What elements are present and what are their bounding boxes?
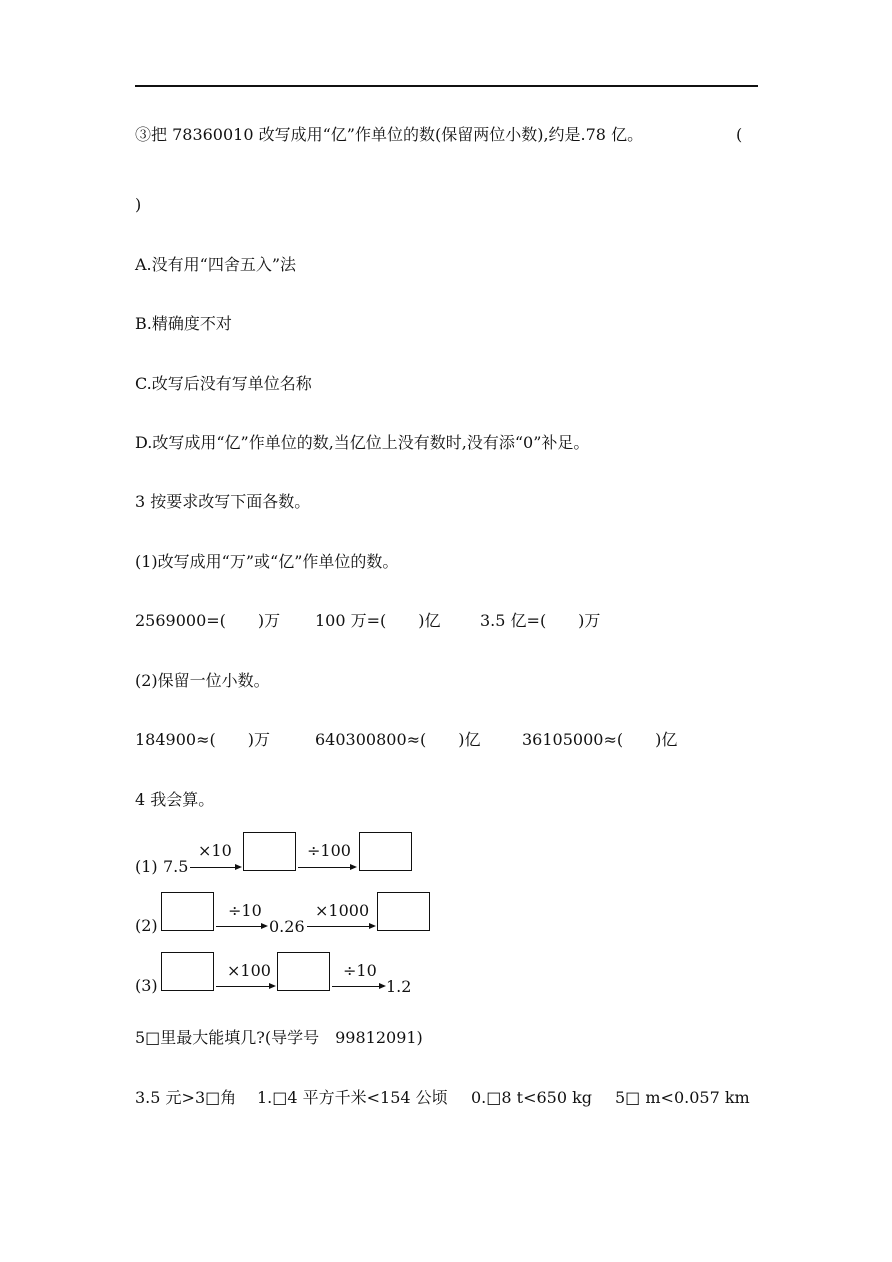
part2-item-1: 184900≈( )万 [135, 730, 270, 749]
row1-label: (1) [135, 857, 158, 876]
row1-arrow-2 [298, 867, 355, 868]
answer-paren-open: ( [736, 125, 743, 144]
row3-op1: ×100 [227, 961, 271, 980]
row2-op2: ×1000 [315, 901, 370, 920]
question4-title: 4 我会算。 [135, 790, 215, 809]
row3-arrow-1 [216, 986, 274, 987]
row3-answer-box-2[interactable] [277, 952, 330, 991]
question3-part1-title: (1)改写成用“万”或“亿”作单位的数。 [135, 552, 399, 571]
row3-label: (3) [135, 976, 158, 995]
row3-arrow-2 [332, 986, 384, 987]
row3-answer-box-1[interactable] [161, 952, 214, 991]
row1-op2: ÷100 [307, 841, 351, 860]
row1-answer-box-1[interactable] [243, 832, 296, 871]
option-a: A.没有用“四舍五入”法 [135, 255, 297, 274]
q5-item-2: 1.□4 平方千米<154 公顷 [257, 1088, 448, 1107]
part1-item-3: 3.5 亿=( )万 [480, 611, 601, 630]
row3-end-value: 1.2 [386, 977, 412, 996]
row3-op2: ÷10 [343, 961, 377, 980]
part1-item-2: 100 万=( )亿 [315, 611, 441, 630]
option-d: D.改写成用“亿”作单位的数,当亿位上没有数时,没有添“0”补足。 [135, 433, 590, 452]
option-c: C.改写后没有写单位名称 [135, 374, 312, 393]
question3-title: 3 按要求改写下面各数。 [135, 492, 311, 511]
row1-start-value: 7.5 [163, 857, 189, 876]
row1-arrow-1 [190, 867, 240, 868]
row1-op1: ×10 [198, 841, 232, 860]
row2-mid-value: 0.26 [269, 917, 305, 936]
header-rule [135, 85, 758, 87]
part2-item-2: 640300800≈( )亿 [315, 730, 481, 749]
question5-title: 5□里最大能填几?(导学号 99812091) [135, 1028, 423, 1047]
row2-arrow-1 [216, 926, 266, 927]
row2-answer-box-1[interactable] [161, 892, 214, 931]
q3-statement: ③把 78360010 改写成用“亿”作单位的数(保留两位小数),约是.78 亿。 [135, 125, 644, 144]
question3-part2-title: (2)保留一位小数。 [135, 671, 270, 690]
row1-answer-box-2[interactable] [359, 832, 412, 871]
row2-label: (2) [135, 916, 158, 935]
option-b: B.精确度不对 [135, 314, 232, 333]
q5-item-1: 3.5 元>3□角 [135, 1088, 237, 1107]
row2-arrow-2 [307, 926, 374, 927]
answer-paren-close: ) [135, 195, 142, 214]
part1-item-1: 2569000=( )万 [135, 611, 281, 630]
q5-item-3: 0.□8 t<650 kg [471, 1088, 593, 1107]
row2-answer-box-2[interactable] [377, 892, 430, 931]
q5-item-4: 5□ m<0.057 km [615, 1088, 750, 1107]
part2-item-3: 36105000≈( )亿 [522, 730, 678, 749]
row2-op1: ÷10 [228, 901, 262, 920]
